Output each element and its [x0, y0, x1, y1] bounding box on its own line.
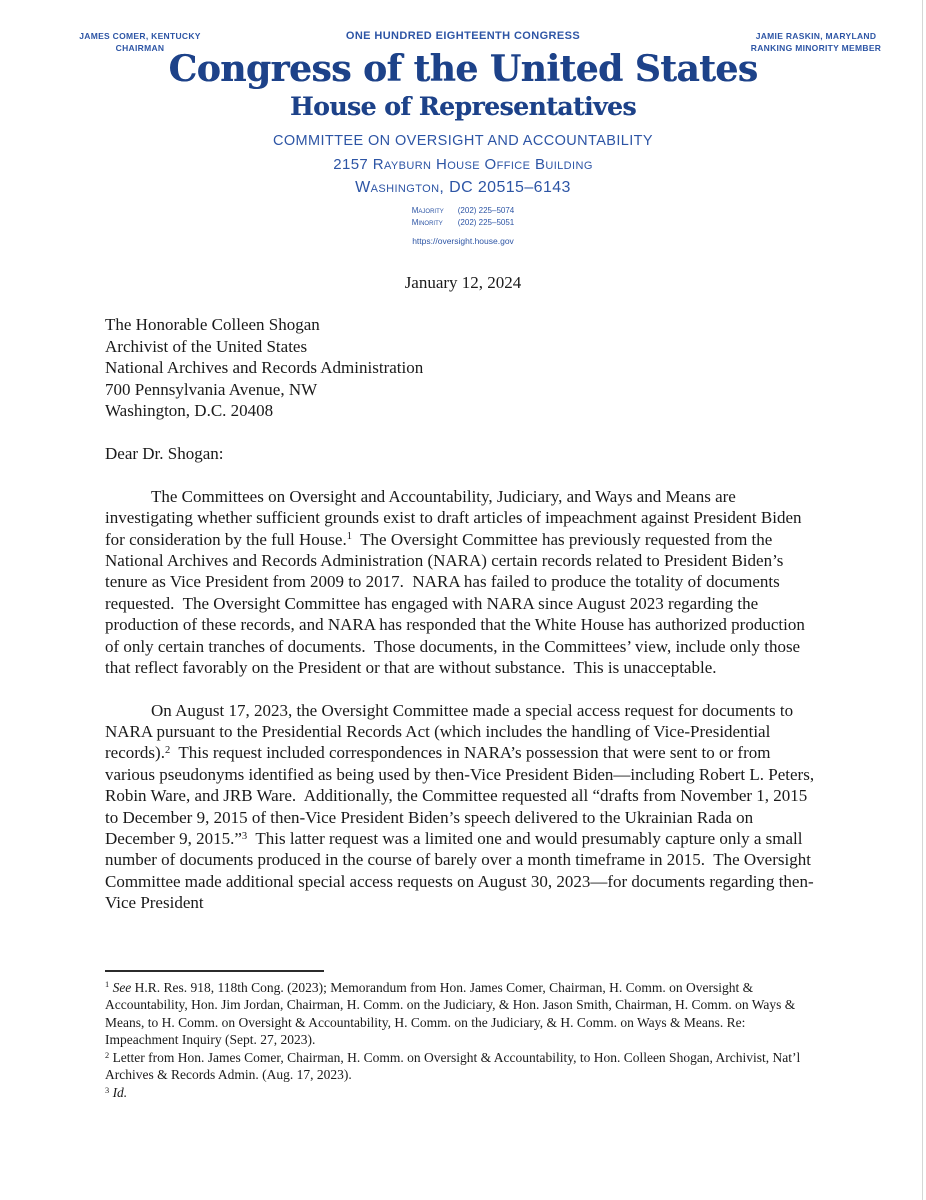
footnote-2: $^2$ Letter from Hon. James Comer, Chairman, H. Comm. on Oversight & Accountability, to Hon. Colleen Shogan, Archivist, Nat’l Archives & Records Admin. (Aug. 17, 2023).: [105, 1049, 803, 1083]
majority-phone-label: Majority: [411, 206, 444, 215]
recipient-title: Archivist of the United States: [105, 336, 308, 356]
congress-session-line: ONE HUNDRED EIGHTEENTH CONGRESS: [345, 30, 581, 42]
committee-website-url: https://oversight.house.gov: [412, 236, 514, 246]
majority-phone-row: [412, 205, 515, 217]
org-subtitle: House of Representatives: [290, 92, 636, 121]
body-paragraph-2: On August 17, 2023, the Oversight Committee made a special access request for documents to NARA pursuant to the Presidential Records Act (which includes the handling of Vice-Presidential records).$^2$ This request included correspondences in NARA’s possession that were sent to or from various pseudonyms identified as being used by then-Vice President Biden—including Robert L. Peters, Robin Ware, and JRB Ware. Additionally, the Committee requested all “drafts from November 1, 2015 to December 9, 2015 of then-Vice President Biden’s speech delivered to the Ukrainian Rada on December 9, 2015.”$^3$ This latter request was a limited one and would presumably capture only a small number of documents produced in the course of barely over a month timeframe in 2015. The Oversight Committee made additional special access requests on August 30, 2023—for documents regarding then-Vice President: [105, 700, 819, 913]
ranking-member-block: [730, 30, 902, 55]
body-paragraph-1: The Committees on Oversight and Accountability, Judiciary, and Ways and Means are investigating whether sufficient grounds exist to draft articles of impeachment against President Biden for consideration by the full House.$^1$ The Oversight Committee has previously requested from the National Archives and Records Administration (NARA) certain records related to President Biden’s tenure as Vice President from 2009 to 2017. NARA has failed to produce the totality of documents requested. The Oversight Committee has engaged with NARA since August 2023 regarding the production of these records, and NARA has responded that the White House has authorized production of only certain tranches of documents. Those documents, in the Committees’ view, include only those that reflect favorably on the President or that are without substance. This is unacceptable.: [105, 486, 810, 678]
letterhead: [0, 0, 926, 246]
recipient-city: Washington, D.C. 20408: [105, 401, 274, 421]
org-title: Congress of the United States: [168, 48, 758, 90]
footnote-separator-rule: [105, 970, 324, 972]
chairman-title: CHAIRMAN: [115, 43, 165, 54]
ranking-member-name: JAMIE RASKIN, MARYLAND: [755, 31, 877, 41]
letter-body: [105, 272, 821, 1101]
chairman-name: JAMES COMER, KENTUCKY: [79, 31, 201, 41]
minority-phone-label: Minority: [411, 218, 443, 227]
ranking-member-title: RANKING MINORITY MEMBER: [750, 43, 882, 54]
building-address: 2157 Rayburn House Office Building: [333, 156, 593, 173]
salutation: Dear Dr. Shogan:: [105, 444, 224, 464]
footnote-area: [105, 970, 821, 1102]
phone-block: [412, 205, 515, 229]
minority-phone-number: (202) 225–5051: [457, 218, 515, 227]
chairman-block: [60, 30, 220, 55]
recipient-agency: National Archives and Records Administration: [105, 358, 424, 378]
committee-name: COMMITTEE ON OVERSIGHT AND ACCOUNTABILITY: [272, 133, 654, 149]
footnote-1: $^1$ See H.R. Res. 918, 118th Cong. (2023); Memorandum from Hon. James Comer, Chairman, H. Comm. on Oversight & Accountability, Hon. Jim Jordan, Chairman, H. Comm. on the Judiciary, & Hon. Jason Smith, Chairman, H. Comm. on Ways & Means, to H. Comm. on Oversight & Accountability, H. Comm. on the Judiciary, & H. Comm. on Ways & Means. Re: Impeachment Inquiry (Sept. 27, 2023).: [105, 979, 799, 1048]
letter-date: January 12, 2024: [404, 273, 522, 292]
footnote-3: $^3$ Id.: [105, 1084, 128, 1100]
minority-phone-row: [412, 217, 515, 229]
recipient-street: 700 Pennsylvania Avenue, NW: [105, 379, 318, 399]
majority-phone-number: (202) 225–5074: [457, 206, 515, 215]
recipient-address-block: [105, 314, 821, 421]
city-address: Washington, DC 20515–6143: [355, 179, 571, 196]
recipient-name: The Honorable Colleen Shogan: [105, 315, 320, 335]
